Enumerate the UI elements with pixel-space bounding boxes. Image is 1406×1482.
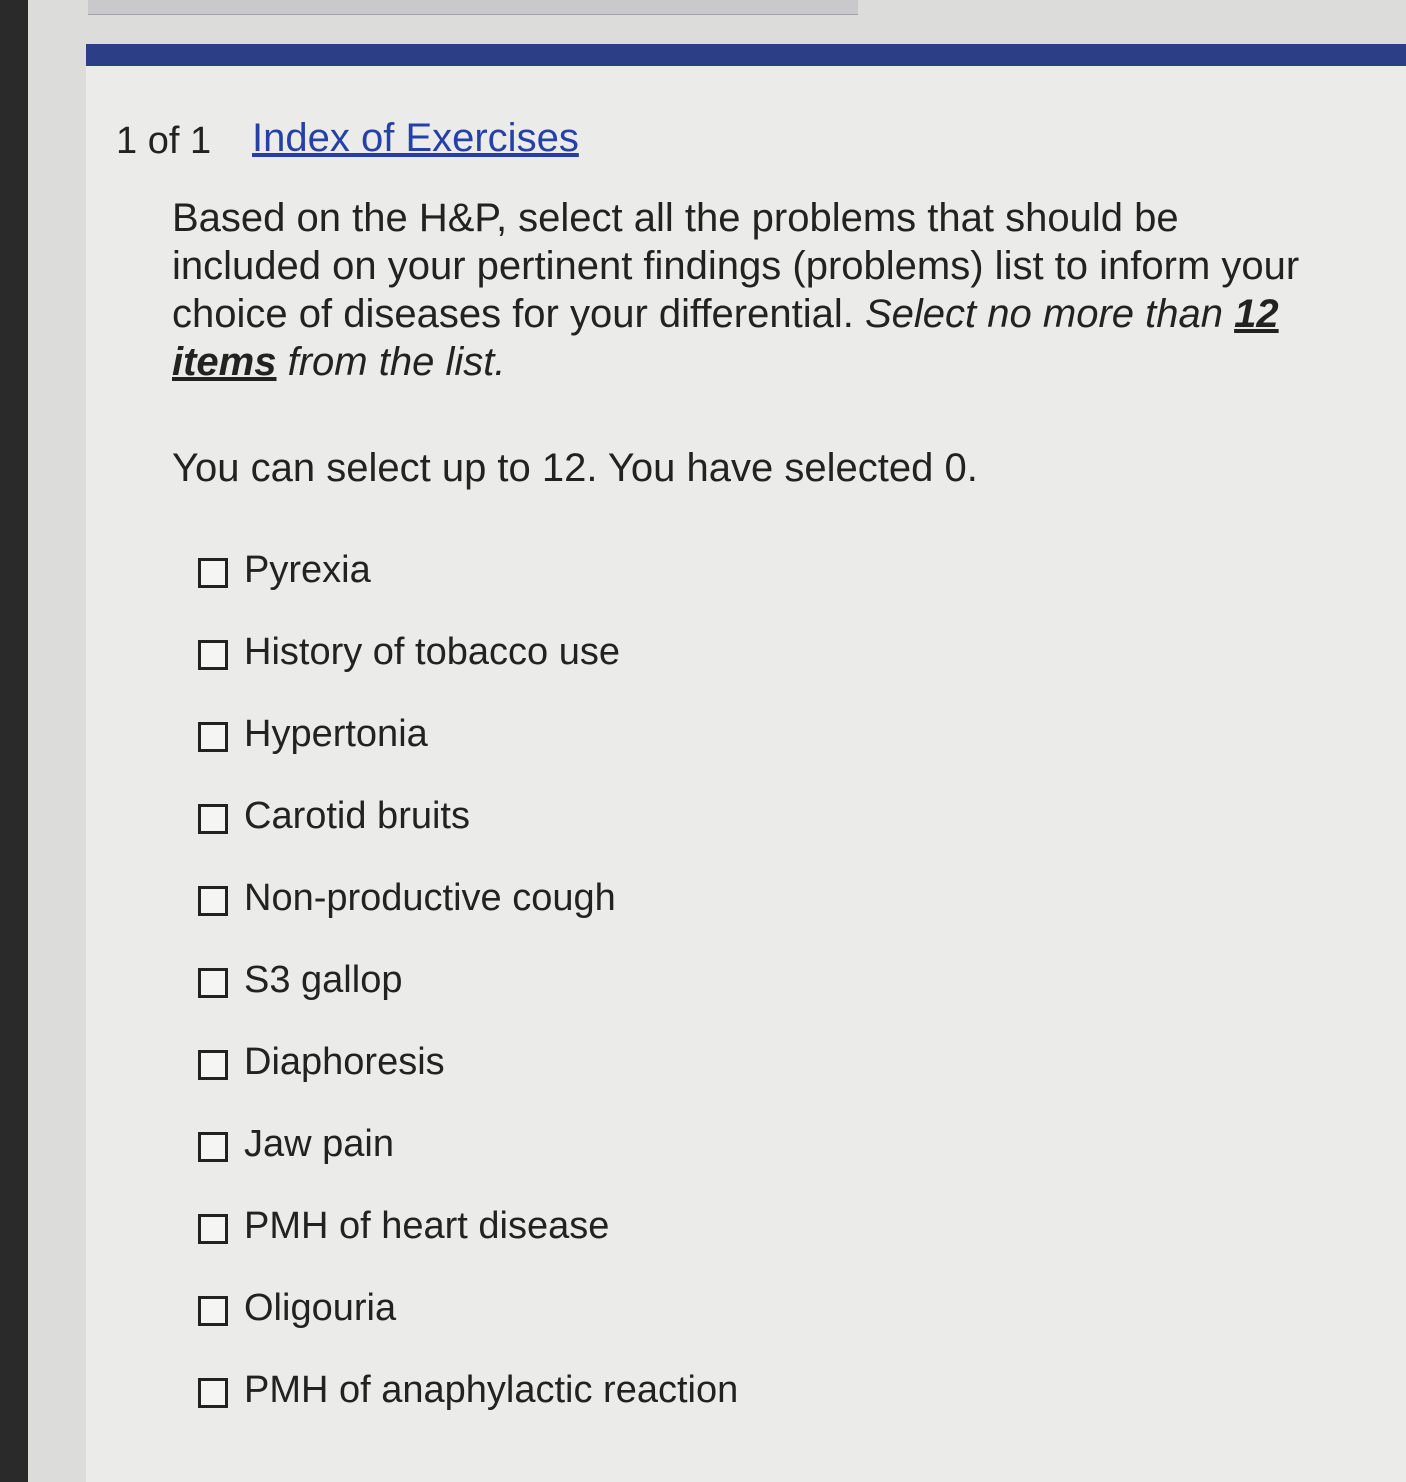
option-item[interactable] — [198, 792, 738, 874]
checkbox[interactable] — [198, 1132, 228, 1162]
option-label: History of tobacco use — [244, 631, 620, 673]
previous-panel-edge — [88, 0, 858, 15]
checkbox[interactable] — [198, 886, 228, 916]
question-instruction: Select no more than 12 items from the list. — [172, 292, 1279, 384]
index-of-exercises-link[interactable]: Index of Exercises — [252, 116, 579, 160]
option-item[interactable] — [198, 1284, 738, 1366]
option-label: PMH of heart disease — [244, 1205, 610, 1247]
option-item[interactable] — [198, 956, 738, 1038]
page-counter: 1 of 1 — [116, 120, 212, 162]
options-list — [198, 546, 738, 1448]
option-item[interactable] — [198, 546, 738, 628]
option-item[interactable] — [198, 710, 738, 792]
selection-status: You can select up to 12. You have selected 0. — [172, 446, 978, 490]
checkbox[interactable] — [198, 558, 228, 588]
option-item[interactable] — [198, 1038, 738, 1120]
option-label: Carotid bruits — [244, 795, 470, 837]
option-item[interactable] — [198, 1120, 738, 1202]
checkbox[interactable] — [198, 1378, 228, 1408]
option-item[interactable] — [198, 1202, 738, 1284]
option-label: Diaphoresis — [244, 1041, 445, 1083]
checkbox[interactable] — [198, 1214, 228, 1244]
checkbox[interactable] — [198, 804, 228, 834]
option-item[interactable] — [198, 628, 738, 710]
option-label: S3 gallop — [244, 959, 403, 1001]
option-label: PMH of anaphylactic reaction — [244, 1369, 739, 1411]
option-item[interactable] — [198, 1366, 738, 1448]
checkbox[interactable] — [198, 968, 228, 998]
item-limit: 12 items — [172, 292, 1279, 384]
option-label: Oligouria — [244, 1287, 397, 1329]
option-label: Jaw pain — [244, 1123, 394, 1165]
checkbox[interactable] — [198, 1296, 228, 1326]
question-text: Based on the H&P, select all the problems that should be included on your pertinent findings (problems) list to inform your choice of diseases for your differential. — [172, 196, 1300, 336]
checkbox[interactable] — [198, 1050, 228, 1080]
exercise-panel — [86, 44, 1406, 1482]
question-prompt — [172, 194, 1322, 386]
option-item[interactable] — [198, 874, 738, 956]
option-label: Non-productive cough — [244, 877, 616, 919]
device-screen — [28, 0, 1406, 1482]
checkbox[interactable] — [198, 722, 228, 752]
checkbox[interactable] — [198, 640, 228, 670]
option-label: Hypertonia — [244, 713, 428, 755]
option-label: Pyrexia — [244, 549, 371, 591]
panel-header-bar — [86, 44, 1406, 66]
